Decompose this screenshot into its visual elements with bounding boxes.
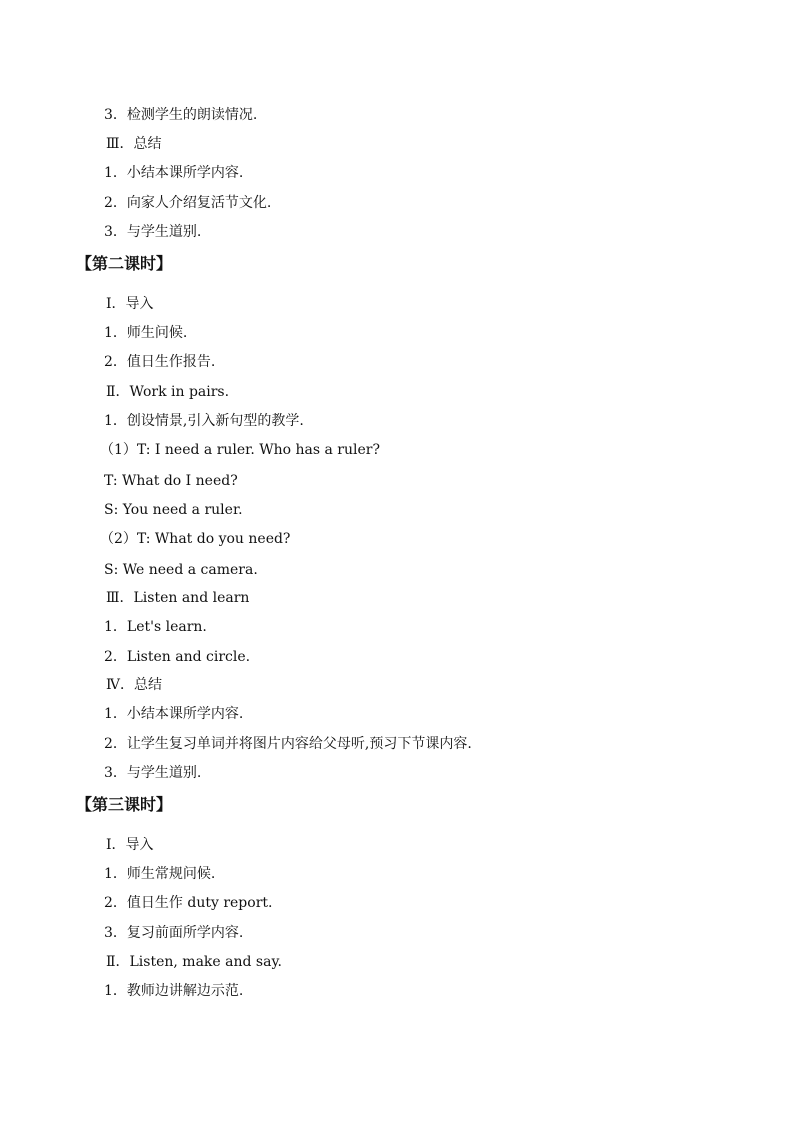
text-line: 1．小结本课所学内容.: [104, 706, 244, 722]
text-line: 1．师生问候.: [104, 325, 188, 341]
text-line: （1）T: I need a ruler. Who has a ruler?: [100, 442, 380, 458]
section-heading: Ⅱ．Work in pairs.: [106, 384, 230, 400]
text-line: 2．向家人介绍复活节文化.: [104, 195, 272, 211]
section-heading: Ⅰ．导入: [106, 837, 154, 853]
text-line: 2．Listen and circle.: [104, 649, 251, 665]
text-line: 3．检测学生的朗读情况.: [104, 107, 258, 123]
text-line: 2．值日生作 duty report.: [104, 895, 273, 911]
text-line: T: What do I need?: [104, 473, 238, 489]
lesson-heading: 【第二课时】: [76, 254, 173, 273]
text-line: 3．与学生道别.: [104, 224, 202, 240]
section-heading: Ⅳ．总结: [106, 677, 162, 693]
text-line: 1．小结本课所学内容.: [104, 165, 244, 181]
text-line: 1．Let's learn.: [104, 619, 207, 635]
text-line: 3．复习前面所学内容.: [104, 925, 244, 941]
text-line: S: We need a camera.: [104, 562, 258, 578]
text-line: 3．与学生道别.: [104, 765, 202, 781]
text-line: S: You need a ruler.: [104, 502, 243, 518]
lesson-heading: 【第三课时】: [76, 795, 173, 814]
text-line: 1．创设情景,引入新句型的教学.: [104, 413, 304, 429]
section-heading: Ⅲ．Listen and learn: [106, 590, 250, 606]
text-line: 2．让学生复习单词并将图片内容给父母听,预习下节课内容.: [104, 736, 472, 752]
section-heading: Ⅰ．导入: [106, 296, 154, 312]
section-heading: Ⅱ．Listen, make and say.: [106, 954, 282, 970]
section-heading: Ⅲ．总结: [106, 136, 162, 152]
text-line: 1．教师边讲解边示范.: [104, 983, 244, 999]
text-line: （2）T: What do you need?: [100, 531, 291, 547]
text-line: 2．值日生作报告.: [104, 354, 216, 370]
text-line: 1．师生常规问候.: [104, 866, 216, 882]
